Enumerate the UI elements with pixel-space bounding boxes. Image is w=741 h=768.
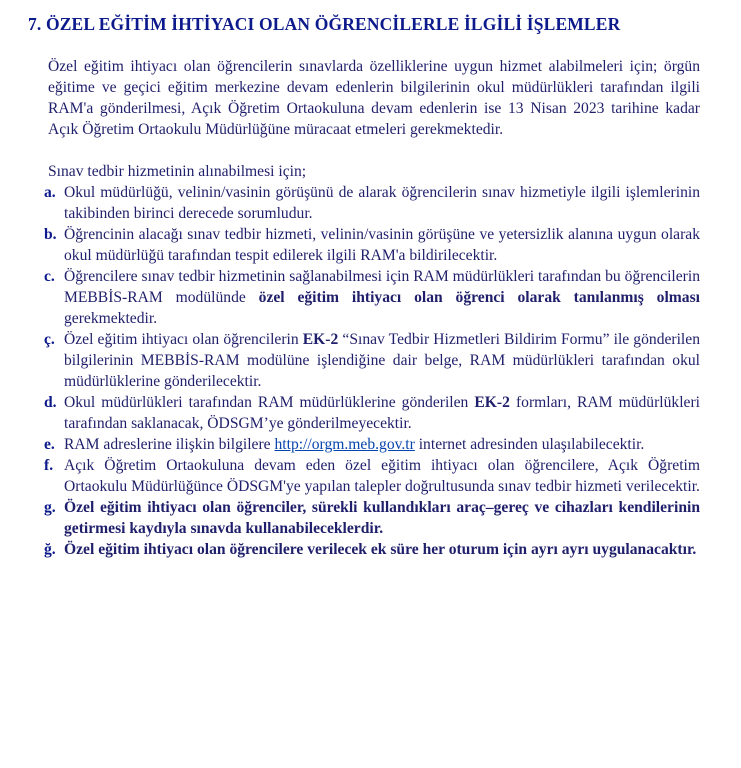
list-item-f: [44, 455, 700, 497]
lead-sentence: Sınav tedbir hizmetinin alınabilmesi için;: [48, 163, 307, 180]
list-item-text: Özel eğitim ihtiyacı olan öğrencilere verilecek ek süre her oturum için ayrı ayrı uygulanacaktır.: [64, 541, 697, 558]
list-item-text: Okul müdürlüğü, velinin/vasinin görüşünü de alarak öğrencilerin sınav hizmetiyle ilgili işlemlerinin takibinden birinci derecede sorumludur.: [64, 184, 700, 222]
list-marker: b.: [44, 226, 57, 243]
list-item-c: [44, 266, 700, 329]
emphasis-text: özel eğitim ihtiyacı olan öğrenci olarak tanılanmış olması: [258, 289, 700, 306]
list-marker: ç.: [44, 331, 55, 348]
list-marker: a.: [44, 184, 56, 201]
list-item-b: [44, 224, 700, 266]
ek2-reference: EK-2: [474, 394, 510, 411]
list-item-d: [44, 392, 700, 434]
list-item-g-breve: [44, 539, 700, 560]
intro-paragraph: Özel eğitim ihtiyacı olan öğrencilerin sınavlarda özelliklerine uygun hizmet alabilmeleri için; örgün eğitime ve geçici eğitim merkezine devam edenlerin bilgilerinin okul müdürlükleri tarafından ilgili RAM'a gönderilmesi, Açık Öğretim Ortaokuluna devam edenlerin ise 13 Nisan 2023 tarihine kadar Açık Öğretim Ortaokulu Müdürlüğüne müracaat etmeleri gerekmektedir.: [48, 58, 700, 138]
list-marker: g.: [44, 499, 56, 516]
list-marker: ğ.: [44, 541, 56, 558]
list-marker: d.: [44, 394, 57, 411]
list-item-text-part: Özel eğitim ihtiyacı olan öğrencilerin: [64, 331, 303, 348]
list-item-a: [44, 182, 700, 224]
list-item-text: [64, 329, 700, 392]
list-item-text-part: formları, RAM müdürlükleri tarafından saklanacak, ÖDSGM’ye gönderilmeyecektir.: [64, 394, 700, 432]
list-item-text: Açık Öğretim Ortaokuluna devam eden özel eğitim ihtiyacı olan öğrencilere, Açık Öğretim Ortaokulu Müdürlüğünce ÖDSGM'ye yapılan talepler doğrultusunda sınav tedbir hizmeti verilecektir.: [64, 457, 700, 495]
list-item-text: [64, 392, 700, 434]
document-body: [44, 56, 700, 560]
list-item-text: [64, 434, 700, 455]
ek2-reference: EK-2: [302, 331, 339, 348]
list-item-e: [44, 434, 700, 455]
list-item-text: Özel eğitim ihtiyacı olan öğrenciler, sürekli kullandıkları araç–gereç ve cihazları kendilerinin getirmesi kaydıyla sınavda kullanabileceklerdir.: [64, 499, 700, 537]
list-item-c-cedilla: [44, 329, 700, 392]
list-marker: f.: [44, 457, 54, 474]
procedure-list: [44, 182, 700, 560]
list-item-text-part: Öğrencilere sınav tedbir hizmetinin sağlanabilmesi için RAM müdürlükleri tarafından bu öğrencilerin MEBBİS-RAM modülünde: [64, 268, 700, 306]
list-marker: c.: [44, 268, 55, 285]
list-item-text-part: internet adresinden ulaşılabilecektir.: [414, 436, 645, 453]
list-item-text-part: Okul müdürlükleri tarafından RAM müdürlüklerine gönderilen: [64, 394, 475, 411]
section-heading: 7. ÖZEL EĞİTİM İHTİYACI OLAN ÖĞRENCİLERLE İLGİLİ İŞLEMLER: [28, 14, 621, 34]
list-item-text: [64, 266, 700, 329]
list-item-g: [44, 497, 700, 539]
list-item-text-part: gerekmektedir.: [64, 310, 158, 327]
list-item-text-part: “Sınav Tedbir Hizmetleri Bildirim Formu” ile gönderilen bilgilerinin MEBBİS-RAM modülüne işlendiğine dair belge, RAM müdürlükleri tarafından okul müdürlüklerine gönderilecektir.: [64, 331, 700, 390]
list-item-text: Öğrencinin alacağı sınav tedbir hizmeti, velinin/vasinin görüşüne ve yetersizlik alanına uygun olarak okul müdürlüğü tarafından tespit edilerek ilgili RAM'a bildirilecektir.: [64, 226, 700, 264]
list-item-text-part: RAM adreslerine ilişkin bilgilere: [64, 436, 275, 453]
list-marker: e.: [44, 436, 55, 453]
ram-address-link[interactable]: http://orgm.meb.gov.tr: [274, 436, 415, 453]
